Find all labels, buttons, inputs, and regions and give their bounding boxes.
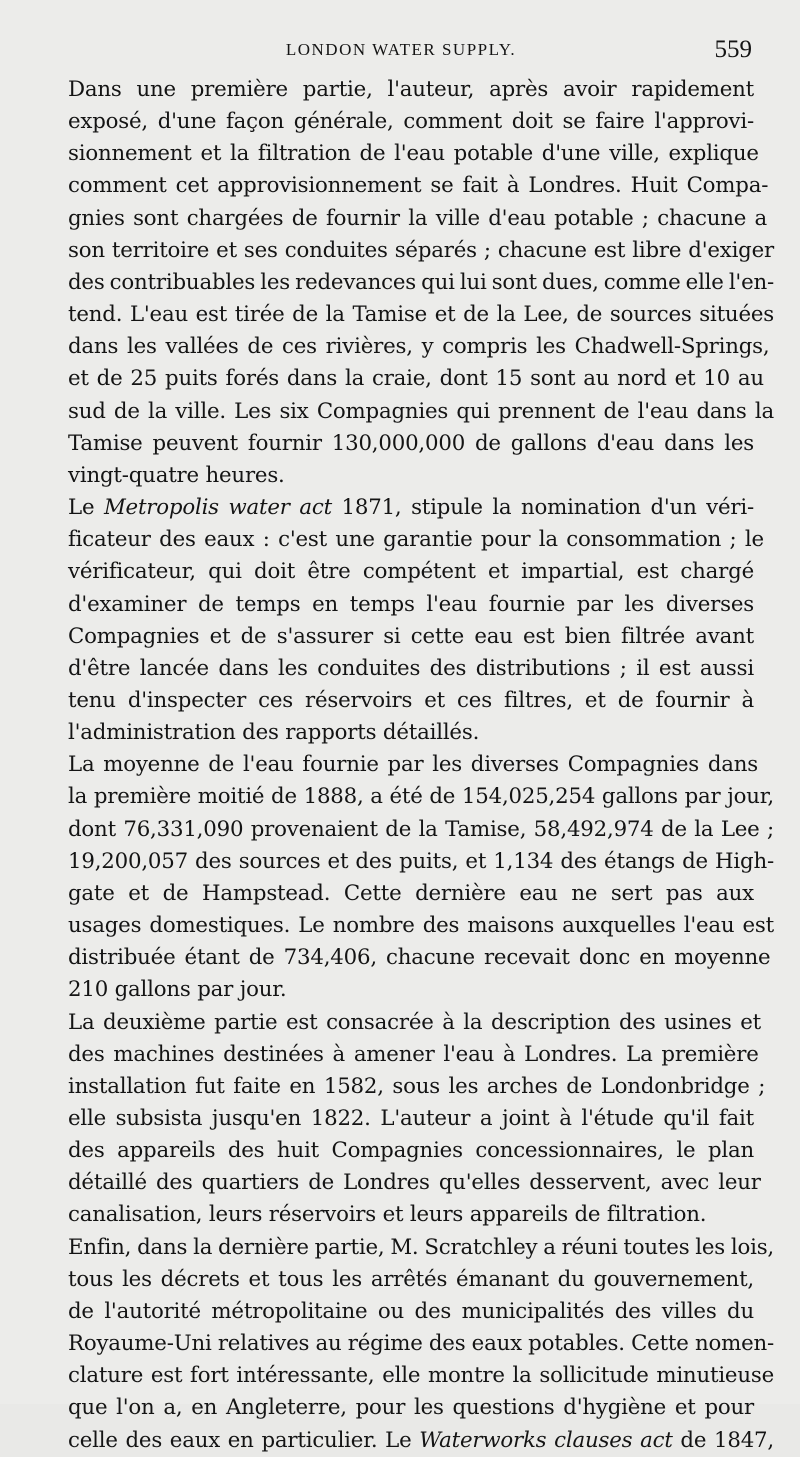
tail-prefix: celle des eaux en particulier. Le: [68, 1427, 420, 1453]
text-line: Enfin, dans la dernière partie, M. Scratchley a réuni toutes les lois,: [68, 1234, 774, 1260]
text-line: détaillé des quartiers de Londres qu'elles desservent, avec leur: [68, 1170, 761, 1196]
text-line: vérificateur, qui doit être compétent et impartial, est chargé: [68, 559, 754, 585]
text-line: installation fut faite en 1582, sous les arches de Londonbridge ;: [68, 1073, 766, 1099]
text-line: dans les vallées de ces rivières, y compris les Chadwell-Springs,: [68, 334, 770, 360]
text-line: tend. L'eau est tirée de la Tamise et de la Lee, de sources situées: [68, 302, 774, 328]
text-line: comment cet approvisionnement se fait à Londres. Huit Compa-: [68, 173, 769, 199]
text-line: tenu d'inspecter ces réservoirs et ces filtres, et de fournir à: [68, 687, 754, 713]
text-line: canalisation, leurs réservoirs et leurs appareils de filtration.: [68, 1202, 707, 1228]
text-line: d'examiner de temps en temps l'eau fournie par les diverses: [68, 591, 754, 617]
paragraph-approvisionnement: [48, 74, 774, 492]
text-line: que l'on a, en Angleterre, pour les questions d'hygiène et pour: [68, 1395, 754, 1421]
act-title: Waterworks clauses act: [419, 1427, 673, 1453]
act-title: Metropolis water act: [103, 495, 332, 521]
text-line: et de 25 puits forés dans la craie, dont 15 sont au nord et 10 au: [68, 366, 764, 392]
text-line: La deuxième partie est consacrée à la description des usines et: [68, 1009, 761, 1035]
text-line: des appareils des huit Compagnies concessionnaires, le plan: [68, 1138, 754, 1164]
text-line: vingt-quatre heures.: [68, 462, 285, 488]
text-line-tail: [48, 1425, 774, 1457]
lead-suffix: 1871, stipule la nomination d'un véri-: [331, 495, 754, 521]
text-line: Tamise peuvent fournir 130,000,000 de gallons d'eau dans les: [68, 430, 754, 456]
text-line: dont 76,331,090 provenaient de la Tamise, 58,492,974 de la Lee ;: [68, 816, 774, 842]
text-line: distribuée étant de 734,406, chacune recevait donc en moyenne: [68, 945, 771, 971]
text-line: la première moitié de 1888, a été de 154,025,254 gallons par jour,: [68, 784, 774, 810]
page-body: [48, 74, 774, 1457]
text-line: ficateur des eaux : c'est une garantie pour la consommation ; le: [68, 527, 764, 553]
text-line: 19,200,057 des sources et des puits, et 1,134 des étangs de High-: [68, 848, 774, 874]
running-head: [48, 30, 754, 74]
text-line: La moyenne de l'eau fournie par les diverses Compagnies dans: [68, 752, 758, 778]
paragraph-lois: [48, 1232, 774, 1457]
text-line: 210 gallons par jour.: [68, 977, 287, 1003]
paragraph-usines: [48, 1007, 766, 1232]
text-line: elle subsista jusqu'en 1822. L'auteur a joint à l'étude qu'il fait: [68, 1106, 754, 1131]
text-line: Royaume-Uni relatives au régime des eaux potables. Cette nomen-: [68, 1331, 774, 1357]
text-line: clature est fort intéressante, elle montre la sollicitude minutieuse: [68, 1363, 774, 1389]
text-line: gnies sont chargées de fournir la ville d'eau potable ; chacune a: [68, 205, 768, 231]
text-line: sud de la ville. Les six Compagnies qui prennent de l'eau dans la: [68, 398, 774, 424]
text-line: de l'autorité métropolitaine ou des municipalités des villes du: [68, 1298, 754, 1324]
text-line: usages domestiques. Le nombre des maisons auxquelles l'eau est: [68, 913, 774, 939]
paragraph-metropolis-act: [48, 492, 764, 749]
tail-suffix: de 1847,: [672, 1427, 774, 1453]
lead-prefix: Le: [68, 495, 104, 521]
text-line: gate et de Hampstead. Cette dernière eau ne sert pas aux: [68, 880, 754, 906]
text-line: son territoire et ses conduites séparés ; chacune est libre d'exiger: [68, 237, 774, 263]
text-line: Dans une première partie, l'auteur, après avoir rapidement: [68, 77, 754, 102]
text-line: des contribuables les redevances qui lui sont dues, comme elle l'en-: [68, 269, 774, 295]
text-line: des machines destinées à amener l'eau à Londres. La première: [68, 1041, 759, 1067]
page-number: 559: [714, 36, 752, 63]
text-line: Compagnies et de s'assurer si cette eau est bien filtrée avant: [68, 623, 754, 649]
text-line: sionnement et la filtration de l'eau potable d'une ville, explique: [68, 141, 759, 167]
text-line-lead: [48, 492, 754, 524]
text-line: l'administration des rapports détaillés.: [68, 720, 480, 746]
text-line: d'être lancée dans les conduites des distributions ; il est aussi: [68, 655, 754, 681]
paragraph-moyenne: [48, 749, 774, 1006]
text-line: exposé, d'une façon générale, comment doit se faire l'approvi-: [68, 109, 754, 135]
text-line: tous les décrets et tous les arrêtés émanant du gouvernement,: [68, 1266, 754, 1292]
running-title: LONDON WATER SUPPLY.: [285, 40, 517, 59]
